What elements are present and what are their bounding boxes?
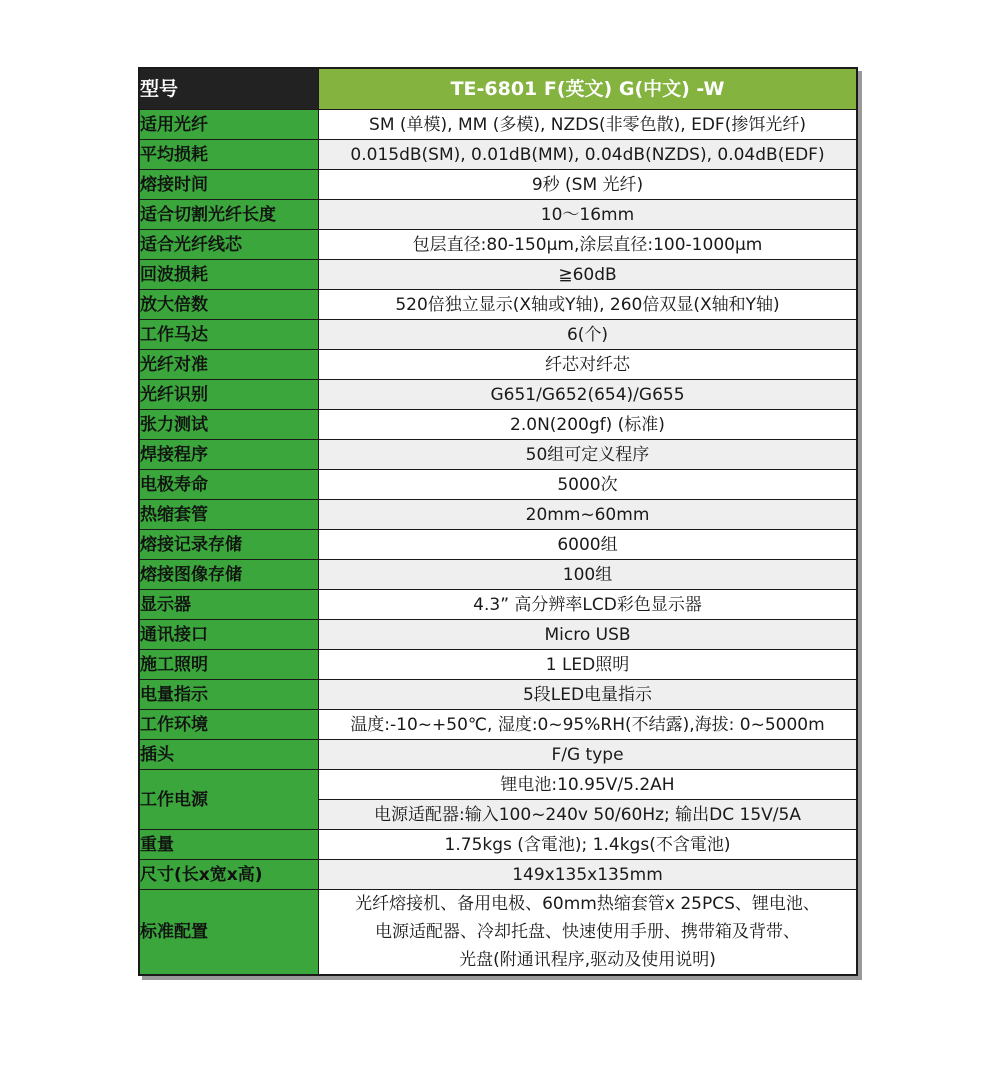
table-row-power (139, 770, 857, 800)
header-label: 型号 (139, 68, 319, 110)
row-value: 6000组 (319, 530, 858, 560)
table-row (139, 860, 857, 890)
table-row (139, 110, 857, 140)
row-label: 电极寿命 (139, 470, 319, 500)
row-label: 张力测试 (139, 410, 319, 440)
table-row (139, 470, 857, 500)
table-row (139, 740, 857, 770)
row-value: 1.75kgs (含電池); 1.4kgs(不含電池) (319, 830, 858, 860)
row-value: 1 LED照明 (319, 650, 858, 680)
row-value: 2.0N(200gf) (标准) (319, 410, 858, 440)
row-value: 9秒 (SM 光纤) (319, 170, 858, 200)
table-header-row (139, 68, 857, 110)
table-row (139, 140, 857, 170)
standard-line: 光盘(附通讯程序,驱动及使用说明) (459, 950, 716, 970)
row-label: 焊接程序 (139, 440, 319, 470)
row-value: 520倍独立显示(X轴或Y轴), 260倍双显(X轴和Y轴) (319, 290, 858, 320)
row-label: 通讯接口 (139, 620, 319, 650)
row-value: 100组 (319, 560, 858, 590)
table-row (139, 680, 857, 710)
table-row (139, 320, 857, 350)
row-label: 施工照明 (139, 650, 319, 680)
row-label: 光纤对准 (139, 350, 319, 380)
row-value: 温度:-10~+50℃, 湿度:0~95%RH(不结露),海拔: 0~5000m (319, 710, 858, 740)
table-row (139, 230, 857, 260)
row-value: 包层直径:80-150μm,涂层直径:100-1000μm (319, 230, 858, 260)
row-label: 适合切割光纤长度 (139, 200, 319, 230)
row-value: 149x135x135mm (319, 860, 858, 890)
row-value: 4.3” 高分辨率LCD彩色显示器 (319, 590, 858, 620)
table-row (139, 440, 857, 470)
row-value: 20mm~60mm (319, 500, 858, 530)
row-value: 10～16mm (319, 200, 858, 230)
model-name: TE-6801 F(英文) G(中文) -W (319, 68, 858, 110)
spec-table (138, 67, 858, 976)
row-label: 尺寸(长x宽x高) (139, 860, 319, 890)
table-row (139, 620, 857, 650)
row-value: Micro USB (319, 620, 858, 650)
table-row (139, 350, 857, 380)
row-label: 熔接图像存储 (139, 560, 319, 590)
row-label: 熔接记录存储 (139, 530, 319, 560)
row-label: 光纤识别 (139, 380, 319, 410)
table-row (139, 530, 857, 560)
standard-label: 标准配置 (139, 890, 319, 976)
table-row (139, 590, 857, 620)
row-value: 50组可定义程序 (319, 440, 858, 470)
table-row (139, 560, 857, 590)
power-label: 工作电源 (139, 770, 319, 830)
row-value: 0.015dB(SM), 0.01dB(MM), 0.04dB(NZDS), 0.04dB(EDF) (319, 140, 858, 170)
table-row (139, 830, 857, 860)
row-label: 适合光纤线芯 (139, 230, 319, 260)
row-label: 工作环境 (139, 710, 319, 740)
row-label: 显示器 (139, 590, 319, 620)
row-value: 6(个) (319, 320, 858, 350)
row-value: 5段LED电量指示 (319, 680, 858, 710)
row-label: 工作马达 (139, 320, 319, 350)
table-row (139, 170, 857, 200)
table-row (139, 650, 857, 680)
spec-sheet (138, 67, 858, 976)
row-label: 重量 (139, 830, 319, 860)
standard-line: 光纤熔接机、备用电极、60mm热缩套管x 25PCS、锂电池、 (355, 894, 820, 914)
table-row (139, 380, 857, 410)
row-label: 适用光纤 (139, 110, 319, 140)
row-label: 电量指示 (139, 680, 319, 710)
table-row (139, 260, 857, 290)
standard-value (319, 890, 858, 976)
row-value: 5000次 (319, 470, 858, 500)
row-value: ≧60dB (319, 260, 858, 290)
row-label: 热缩套管 (139, 500, 319, 530)
table-row (139, 410, 857, 440)
row-value: SM (单模), MM (多模), NZDS(非零色散), EDF(掺饵光纤) (319, 110, 858, 140)
power-adapter-value: 电源适配器:输入100~240v 50/60Hz; 输出DC 15V/5A (319, 800, 858, 830)
table-row (139, 500, 857, 530)
row-label: 放大倍数 (139, 290, 319, 320)
table-row (139, 710, 857, 740)
table-row (139, 290, 857, 320)
row-label: 熔接时间 (139, 170, 319, 200)
row-value: F/G type (319, 740, 858, 770)
table-row (139, 200, 857, 230)
row-label: 回波损耗 (139, 260, 319, 290)
table-row-standard (139, 890, 857, 976)
standard-line: 电源适配器、冷却托盘、快速使用手册、携带箱及背带、 (375, 922, 800, 942)
row-value: 纤芯对纤芯 (319, 350, 858, 380)
row-label: 平均损耗 (139, 140, 319, 170)
row-value: G651/G652(654)/G655 (319, 380, 858, 410)
power-battery-value: 锂电池:10.95V/5.2AH (319, 770, 858, 800)
row-label: 插头 (139, 740, 319, 770)
